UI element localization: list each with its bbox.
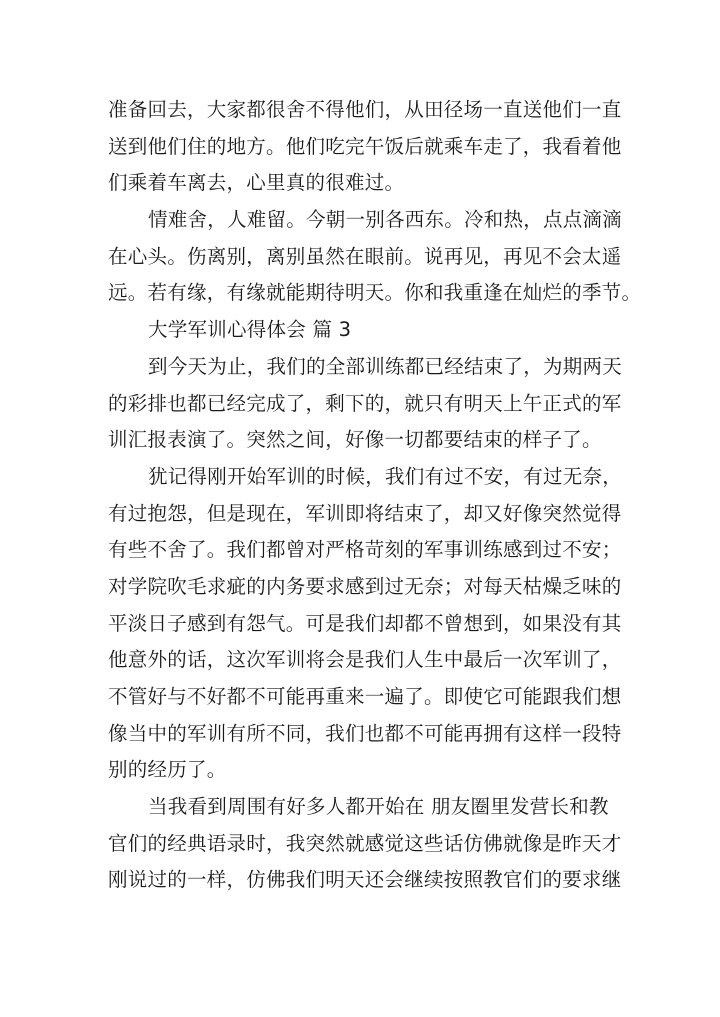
text-line: 有过抱怨，但是现在，军训即将结束了，却又好像突然觉得: [108, 501, 622, 525]
text-line: 有些不舍了。我们都曾对严格苛刻的军事训练感到过不安；: [108, 538, 622, 562]
text-line: 官们的经典语录时，我突然就感觉这些话仿佛就像是昨天才: [108, 831, 622, 855]
section-heading: 大学军训心得体会 篇 3: [148, 318, 352, 342]
text-line: 们乘着车离去，心里真的很难过。: [108, 171, 405, 195]
text-line: 在心头。伤离别，离别虽然在眼前。说再见，再见不会太遥: [108, 244, 622, 268]
paragraph-first-line: 情难舍，人难留。今朝一别各西东。冷和热，点点滴滴: [148, 208, 623, 232]
text-line: 训汇报表演了。突然之间，好像一切都要结束的样子了。: [108, 428, 602, 452]
text-line: 像当中的军训有所不同，我们也都不可能再拥有这样一段特: [108, 721, 622, 745]
text-line: 别的经历了。: [108, 758, 227, 782]
document-page: [108, 92, 642, 899]
paragraph-first-line: 当我看到周围有好多人都开始在 朋友圈里发营长和教: [148, 795, 609, 819]
text-line: 平淡日子感到有怨气。可是我们却都不曾想到，如果没有其: [108, 611, 622, 635]
text-line: 送到他们住的地方。他们吃完午饭后就乘车走了，我看着他: [108, 134, 622, 158]
paragraph-first-line: 到今天为止，我们的全部训练都已经结束了，为期两天: [148, 354, 623, 378]
paragraph-first-line: 犹记得刚开始军训的时候，我们有过不安，有过无奈，: [148, 464, 623, 488]
text-line: 对学院吹毛求疵的内务要求感到过无奈；对每天枯燥乏味的: [108, 574, 622, 598]
text-line: 远。若有缘，有缘就能期待明天。你和我重逢在灿烂的季节。: [108, 281, 642, 305]
text-line: 不管好与不好都不可能再重来一遍了。即使它可能跟我们想: [108, 685, 622, 708]
text-line: 的彩排也都已经完成了，剩下的，就只有明天上午正式的军: [108, 391, 622, 415]
text-line: 刚说过的一样，仿佛我们明天还会继续按照教官们的要求继: [108, 868, 622, 892]
text-line: 准备回去，大家都很舍不得他们，从田径场一直送他们一直: [108, 98, 622, 121]
text-line: 他意外的话，这次军训将会是我们人生中最后一次军训了，: [108, 648, 622, 672]
